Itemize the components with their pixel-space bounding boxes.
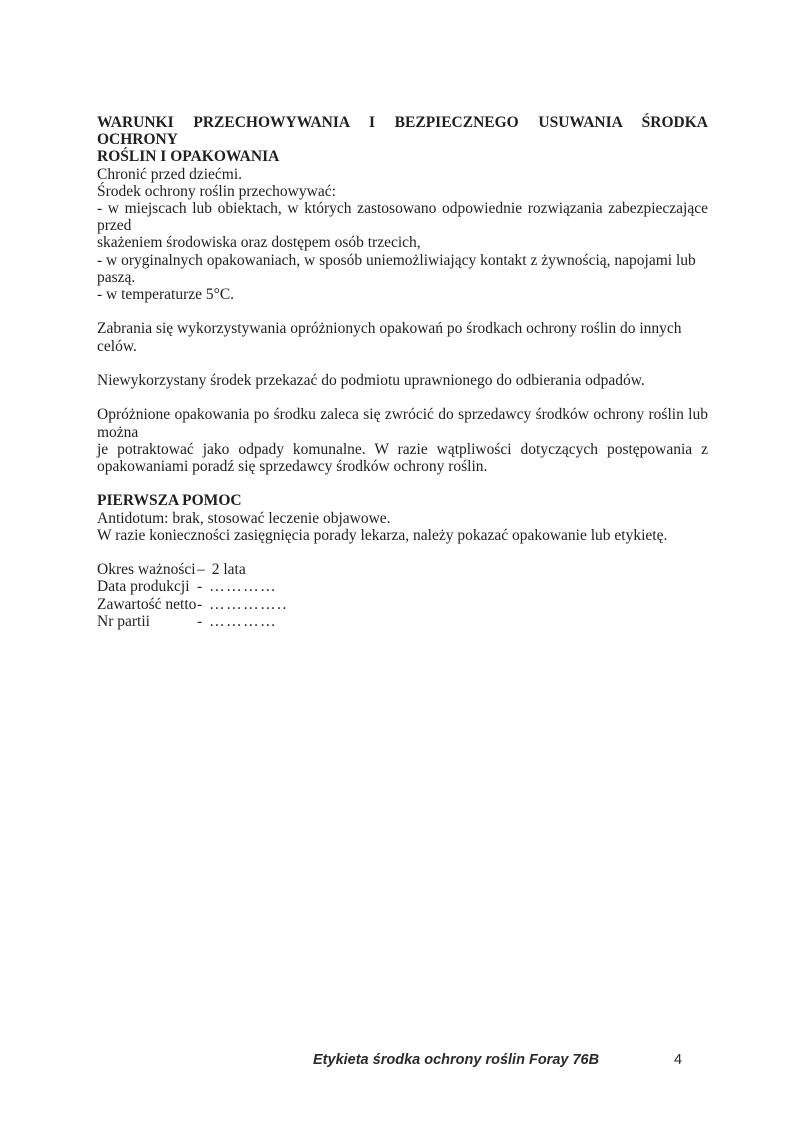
text-line: Zabrania się wykorzystywania opróżnionych opakowań po środkach ochrony roślin do innych celów. <box>97 320 682 355</box>
field-separator: - <box>197 595 203 613</box>
text-line: opakowaniami poradź się sprzedawcy środków ochrony roślin. <box>97 458 488 476</box>
field-production-date <box>97 578 708 595</box>
blank-line <box>97 475 708 492</box>
field-net-content <box>97 596 708 613</box>
storage-heading-line1: WARUNKI PRZECHOWYWANIA I BEZPIECZNEGO USUWANIA ŚRODKA OCHRONY <box>97 114 708 149</box>
text-line: je potraktować jako odpady komunalne. W razie wątpliwości dotyczących postępowania z <box>97 440 708 458</box>
field-shelf-life <box>97 561 708 578</box>
text-line: Chronić przed dziećmi. <box>97 165 243 183</box>
footer-document-title: Etykieta środka ochrony roślin Foray 76B <box>313 1052 600 1068</box>
field-separator: - <box>197 612 203 630</box>
first-aid-heading: PIERWSZA POMOC <box>97 492 242 510</box>
field-dotted-blank: ………… <box>209 578 278 596</box>
text-line: - w miejscach lub obiektach, w których zastosowano odpowiednie rozwiązania zabezpieczające przed <box>97 200 708 235</box>
text-line: W razie konieczności zasięgnięcia porady lekarza, należy pokazać opakowanie lub etykietę. <box>97 526 668 544</box>
text-line: Antidotum: brak, stosować leczenie objawowe. <box>97 509 391 527</box>
document-body <box>97 114 708 630</box>
page-number: 4 <box>674 1052 683 1068</box>
text-line: - w temperaturze 5°C. <box>97 286 235 304</box>
field-value: 2 lata <box>211 561 246 579</box>
field-dotted-blank: ………….. <box>209 595 288 613</box>
text-line: Opróżnione opakowania po środku zaleca się zwrócić do sprzedawcy środków ochrony roślin lub można <box>97 406 708 441</box>
field-label: Nr partii <box>97 612 150 630</box>
text-line: Niewykorzystany środek przekazać do podmiotu uprawnionego do odbierania odpadów. <box>97 372 645 390</box>
field-label: Okres ważności <box>97 561 196 579</box>
field-separator: – <box>197 561 205 579</box>
field-dotted-blank: ………… <box>209 612 278 630</box>
text-line: - w oryginalnych opakowaniach, w sposób uniemożliwiający kontakt z żywnością, napojami lub paszą. <box>97 251 696 286</box>
field-separator: - <box>197 578 203 596</box>
blank-line <box>97 544 708 561</box>
field-label: Data produkcji <box>97 578 190 596</box>
blank-line <box>97 355 708 372</box>
field-label: Zawartość netto <box>97 595 197 613</box>
blank-line <box>97 303 708 320</box>
storage-heading-line2: ROŚLIN I OPAKOWANIA <box>97 148 280 166</box>
text-line: skażeniem środowiska oraz dostępem osób trzecich, <box>97 234 421 252</box>
field-batch-number <box>97 613 708 630</box>
blank-line <box>97 389 708 406</box>
text-line: Środek ochrony roślin przechowywać: <box>97 182 336 200</box>
